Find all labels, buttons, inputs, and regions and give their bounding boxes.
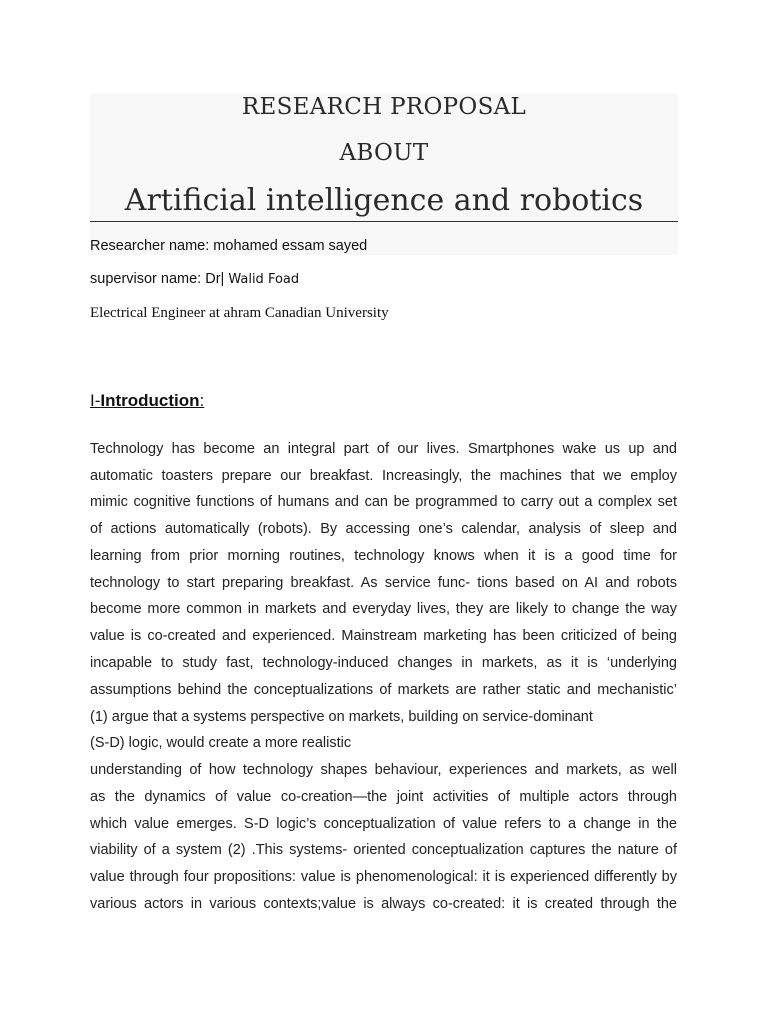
body-line: value through four propositions: value is phenomenological: it is experienced differently by: [90, 869, 677, 885]
researcher-name: Researcher name: mohamed essam sayed: [90, 238, 368, 254]
title-underline-rule: [90, 221, 678, 222]
body-line: assumptions behind the conceptualizations of markets are rather static and mechanistic’: [90, 682, 677, 698]
body-line: which value emerges. S-D logic’s conceptualization of value refers to a change in the: [90, 816, 677, 832]
title-about: ABOUT: [339, 140, 429, 166]
body-line: (1) argue that a systems perspective on markets, building on service-dominant: [90, 709, 593, 725]
body-line: learning from prior morning routines, technology knows when it is a good time for: [90, 548, 677, 564]
body-line: value is co-created and experienced. Mainstream marketing has been criticized of being: [90, 628, 677, 644]
title-research-proposal: RESEARCH PROPOSAL: [241, 94, 527, 120]
body-line: technology to start preparing breakfast. As service func- tions based on AI and robots: [90, 575, 677, 591]
document-title: Artificial intelligence and robotics: [124, 183, 644, 218]
body-line: understanding of how technology shapes behaviour, experiences and markets, as well: [90, 762, 677, 778]
body-line: of actions automatically (robots). By accessing one’s calendar, analysis of sleep and: [90, 521, 677, 537]
section-heading-introduction: [90, 391, 204, 411]
body-line: as the dynamics of value co-creation—the joint activities of multiple actors through: [90, 789, 677, 805]
body-line: viability of a system (2) .This systems- oriented conceptualization captures the nature of: [90, 842, 677, 858]
body-line: become more common in markets and everyday lives, they are likely to change the way: [90, 601, 677, 617]
supervisor-label: supervisor name: Dr|: [90, 271, 225, 287]
body-line: (S-D) logic, would create a more realistic: [90, 735, 352, 751]
affiliation: Electrical Engineer at ahram Canadian University: [90, 305, 389, 321]
supervisor-line: [90, 271, 299, 287]
section-title: Introduction: [100, 391, 200, 410]
body-line: various actors in various contexts;value is always co-created: it is created through the: [90, 896, 677, 912]
body-line: automatic toasters prepare our breakfast. Increasingly, the machines that we employ: [90, 468, 677, 484]
section-number: I-: [90, 391, 101, 410]
body-line: incapable to study fast, technology-induced changes in markets, as it is ‘underlying: [90, 655, 677, 671]
section-colon: :: [199, 391, 205, 410]
supervisor-name: Walid Foad: [228, 272, 300, 287]
title-block: [90, 93, 678, 255]
body-line: Technology has become an integral part of our lives. Smartphones wake us up and: [90, 441, 677, 457]
body-line: mimic cognitive functions of humans and can be programmed to carry out a complex set: [90, 494, 677, 510]
